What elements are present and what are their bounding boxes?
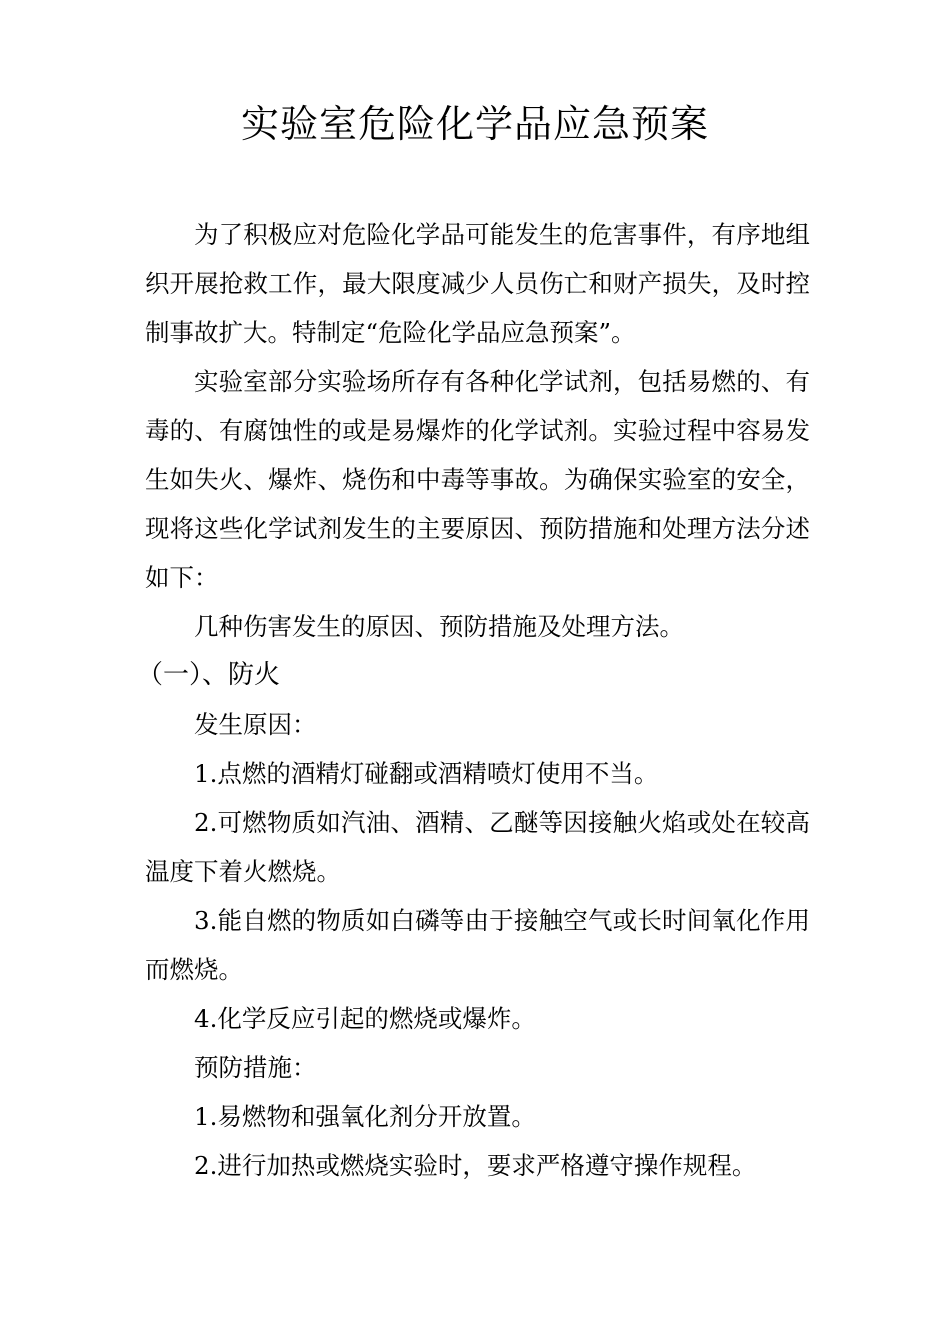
paragraph-lab-overview: 实验室部分实验场所存有各种化学试剂，包括易燃的、有毒的、有腐蚀性的或是易爆炸的化学试剂。实验过程中容易发生如失火、爆炸、烧伤和中毒等事故。为确保实验室的安全，现将这些化学试剂发生的主要原因、预防措施和处理方法分述如下： [145, 367, 810, 592]
cause-item: 4.化学反应引起的燃烧或爆炸。 [194, 1004, 536, 1033]
prevention-label: 预防措施： [194, 1053, 317, 1082]
prevention-item: 2.进行加热或燃烧实验时，要求严格遵守操作规程。 [194, 1151, 757, 1180]
paragraph-hazard-summary: 几种伤害发生的原因、预防措施及处理方法。 [194, 612, 684, 641]
section-heading-fire: （一）、防火 [137, 660, 281, 690]
prevention-item: 1.易燃物和强氧化剂分开放置。 [194, 1102, 536, 1131]
cause-item: 3.能自燃的物质如白磷等由于接触空气或长时间氧化作用而燃烧。 [145, 906, 810, 984]
document-body [137, 210, 810, 1190]
causes-label: 发生原因： [194, 710, 317, 739]
paragraph-intro: 为了积极应对危险化学品可能发生的危害事件，有序地组织开展抢救工作，最大限度减少人员伤亡和财产损失，及时控制事故扩大。特制定“危险化学品应急预案”。 [145, 220, 810, 347]
cause-item: 2.可燃物质如汽油、酒精、乙醚等因接触火焰或处在较高温度下着火燃烧。 [145, 808, 810, 886]
page-title: 实验室危险化学品应急预案 [240, 102, 709, 146]
cause-item: 1.点燃的酒精灯碰翻或酒精喷灯使用不当。 [194, 759, 659, 788]
